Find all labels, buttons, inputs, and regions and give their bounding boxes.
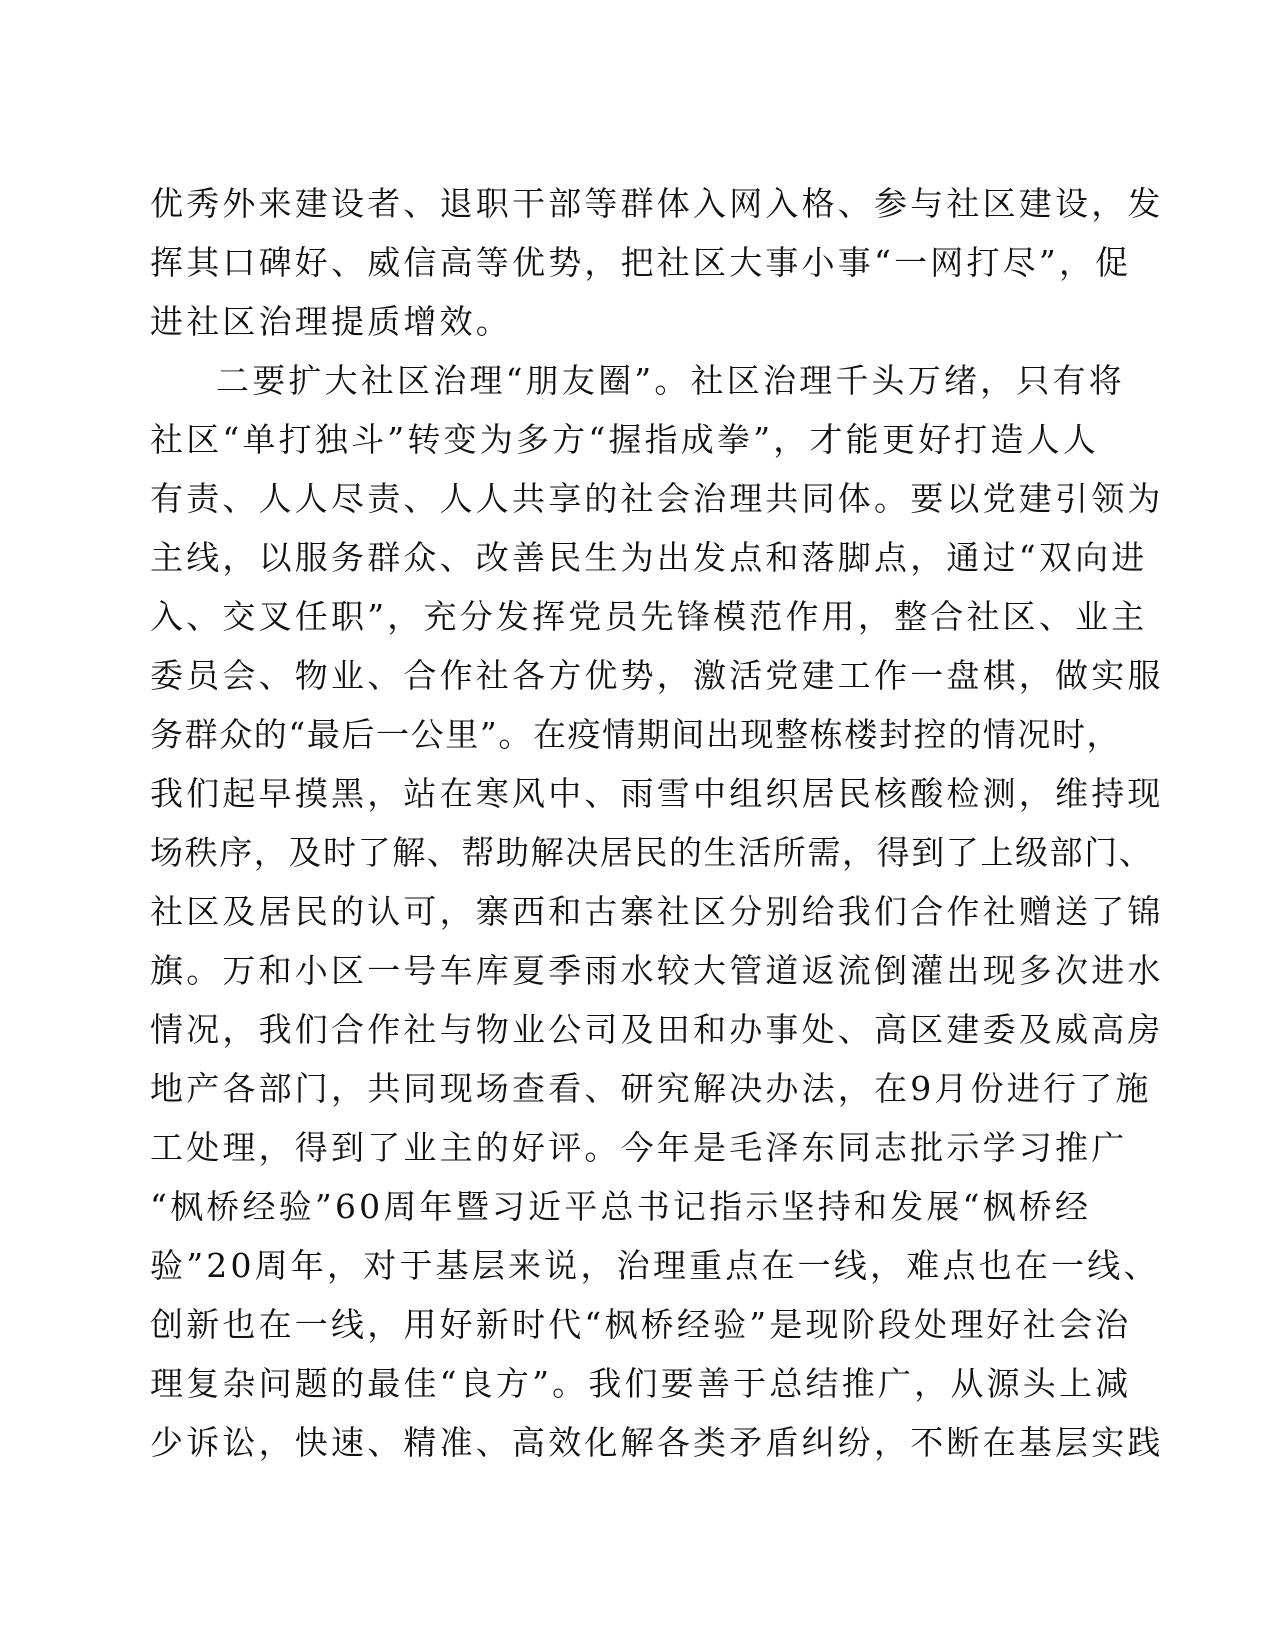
text-line: 地产各部门，共同现场查看、研究解决办法，在9月份进行了施	[150, 1069, 1152, 1108]
text-line: 验”20周年，对于基层来说，治理重点在一线，难点也在一线、	[150, 1246, 1160, 1285]
text-line: 优秀外来建设者、退职干部等群体入网入格、参与社区建设，发	[150, 184, 1164, 223]
text-line: 社区及居民的认可，寨西和古寨社区分别给我们合作社赠送了锦	[150, 892, 1164, 931]
text-line: 理复杂问题的最佳“良方”。我们要善于总结推广，从源头上减	[150, 1364, 1132, 1403]
text-line: 创新也在一线，用好新时代“枫桥经验”是现阶段处理好社会治	[150, 1305, 1132, 1344]
text-line: 进社区治理提质增效。	[150, 302, 512, 341]
text-line: 务群众的“最后一公里”。在疫情期间出现整栋楼封控的情况时，	[150, 715, 1122, 754]
text-line: 委员会、物业、合作社各方优势，激活党建工作一盘棋，做实服	[150, 656, 1164, 695]
text-line: 挥其口碑好、威信高等优势，把社区大事小事“一网打尽”，促	[150, 243, 1132, 282]
text-line: 我们起早摸黑，站在寒风中、雨雪中组织居民核酸检测，维持现	[150, 774, 1164, 813]
text-line: 主线，以服务群众、改善民生为出发点和落脚点，通过“双向进	[150, 538, 1148, 577]
paragraph-start-line: 二要扩大社区治理“朋友圈”。社区治理千头万绪，只有将	[216, 361, 1125, 400]
text-line: “枫桥经验”60周年暨习近平总书记指示坚持和发展“枫桥经	[150, 1187, 1092, 1226]
text-line: 旗。万和小区一号车库夏季雨水较大管道返流倒灌出现多次进水	[150, 951, 1164, 990]
text-line: 场秩序，及时了解、帮助解决居民的生活所需，得到了上级部门、	[150, 833, 1154, 872]
body-text	[150, 174, 1164, 1472]
text-line: 有责、人人尽责、人人共享的社会治理共同体。要以党建引领为	[150, 479, 1164, 518]
text-line: 少诉讼，快速、精准、高效化解各类矛盾纠纷，不断在基层实践	[150, 1423, 1164, 1462]
text-line: 情况，我们合作社与物业公司及田和办事处、高区建委及威高房	[150, 1010, 1164, 1049]
text-line: 入、交叉任职”，充分发挥党员先锋模范作用，整合社区、业主	[150, 597, 1148, 636]
text-line: 工处理，得到了业主的好评。今年是毛泽东同志批示学习推广	[150, 1128, 1128, 1167]
text-line: 社区“单打独斗”转变为多方“握指成拳”，才能更好打造人人	[150, 420, 1100, 459]
